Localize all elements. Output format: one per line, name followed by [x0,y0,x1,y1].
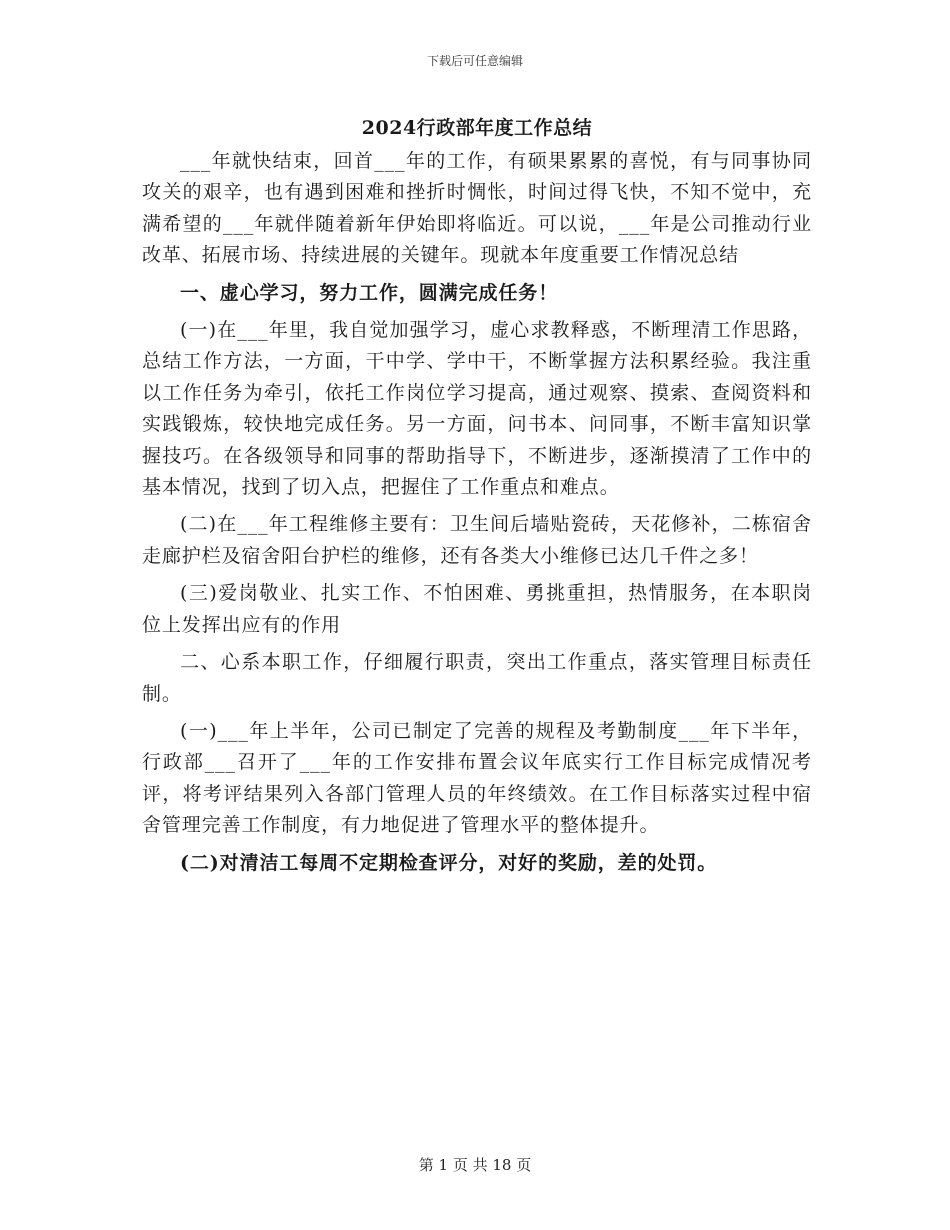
section-heading: 一、虚心学习，努力工作，圆满完成任务！ [180,281,559,304]
section-heading: (二)对清洁工每周不定期检查评分，对好的奖励，差的处罚。 [180,851,718,874]
body-paragraph: 二、心系本职工作，仔细履行职责，突出工作重点，落实管理目标责任制。 [142,651,812,705]
body-paragraph: (一)___年上半年，公司已制定了完善的规程及考勤制度___年下半年，行政部___召开了___年的工作安排布置会议年底实行工作目标完成情况考评，将考评结果列入各部门管理人员的年终绩效。在工作目标落实过程中宿舍管理完善工作制度，有力地促进了管理水平的整体提升。 [142,719,812,837]
body-paragraph: ___年就快结束，回首___年的工作，有硕果累累的喜悦，有与同事协同攻关的艰辛，也有遇到困难和挫折时惆怅，时间过得飞快，不知不觉中，充满希望的___年就伴随着新年伊始即将临近。可以说，___年是公司推动行业改革、拓展市场、持续进展的关键年。现就本年度重要工作情况总结 [142,150,812,267]
page-footer: 第 1 页 共 18 页 [418,1156,532,1174]
document-title: 2024行政部年度工作总结 [361,117,593,139]
paragraph-list [142,146,812,879]
document-body [142,113,812,885]
body-paragraph: (一)在___年里，我自觉加强学习，虚心求教释惑，不断理清工作思路，总结工作方法，一方面，干中学、学中干，不断掌握方法积累经验。我注重以工作任务为牵引，依托工作岗位学习提高，通过观察、摸索、查阅资料和实践锻炼，较快地完成任务。另一方面，问书本、问同事，不断丰富知识掌握技巧。在各级领导和同事的帮助指导下，不断进步，逐渐摸清了工作中的基本情况，找到了切入点，把握住了工作重点和难点。 [142,319,812,499]
body-paragraph: (三)爱岗敬业、扎实工作、不怕困难、勇挑重担，热情服务，在本职岗位上发挥出应有的作用 [142,582,812,636]
page-header: 下载后可任意编辑 [426,54,523,68]
body-paragraph: (二)在___年工程维修主要有：卫生间后墙贴瓷砖，天花修补，二栋宿舍走廊护栏及宿舍阳台护栏的维修，还有各类大小维修已达几千件之多！ [142,513,812,567]
